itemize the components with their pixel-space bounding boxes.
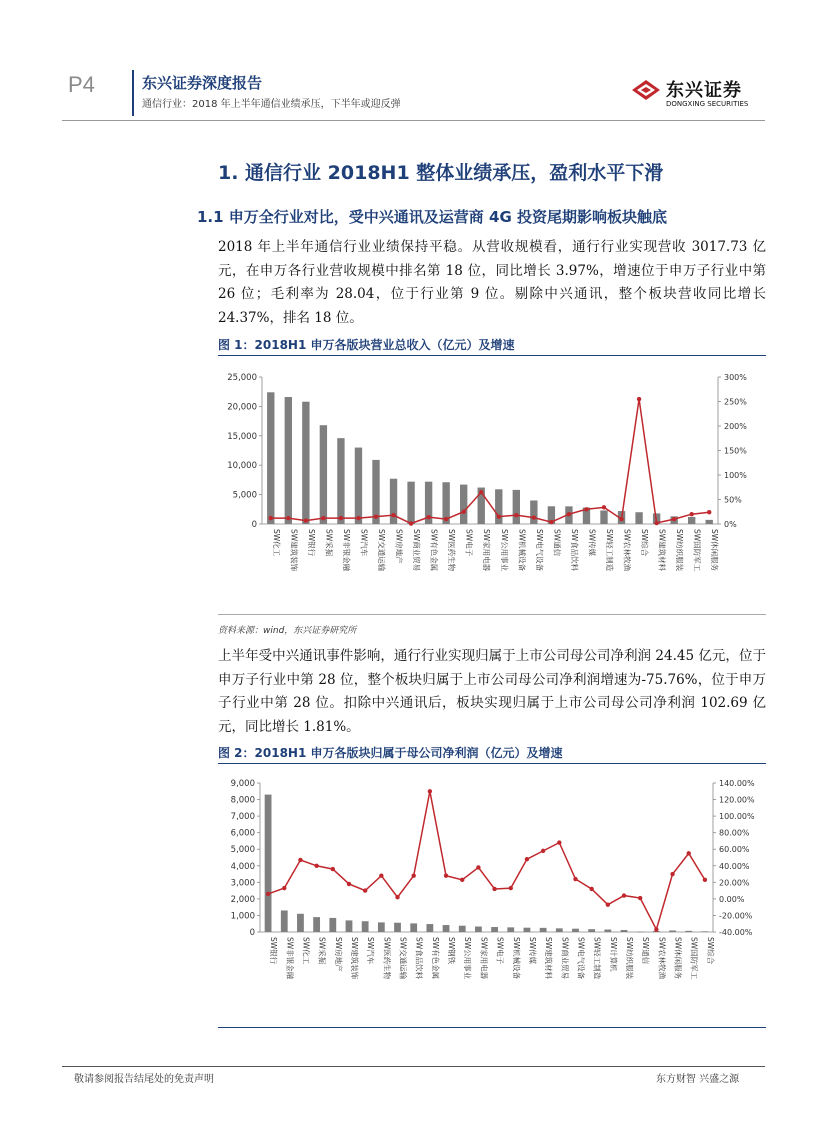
bar [706,520,713,524]
growth-point [314,864,318,868]
growth-point [557,840,561,844]
category-label: SW汽车 [359,529,369,557]
growth-point [638,896,642,900]
profit-chart [218,768,766,1023]
bar [337,438,344,524]
category-label: SW传媒 [587,529,597,557]
left-tick-label: 15,000 [227,431,257,442]
left-tick-label: 5,000 [232,490,257,501]
growth-point [409,521,413,525]
category-label: SW通信 [552,529,562,557]
growth-point [269,516,273,520]
category-label: SW电气设备 [576,937,586,980]
bar [685,931,692,932]
category-label: SW房地产 [333,937,343,972]
growth-point [476,865,480,869]
growth-point [479,490,483,494]
bar [362,921,369,932]
category-label: SW交通运输 [398,937,408,980]
footer-rule [62,1066,765,1067]
logo-mark-icon [628,72,664,112]
left-tick-label: 6,000 [230,828,255,839]
growth-point [304,518,308,522]
category-label: SW化工 [301,937,311,965]
left-tick-label: 0 [249,928,255,938]
growth-point [509,886,513,890]
left-tick-label: 7,000 [230,812,255,823]
growth-point [606,902,610,906]
growth-point [567,512,571,516]
category-label: SW公用事业 [499,529,509,572]
category-label: SW国防军工 [692,529,702,572]
category-label: SW传媒 [527,937,537,965]
growth-point [549,520,553,524]
category-label: SW公用事业 [463,937,473,980]
bar [394,923,401,932]
category-label: SW机械设备 [511,937,521,980]
bar [513,490,520,524]
left-tick-label: 25,000 [227,373,257,383]
bar [302,402,309,524]
bar [410,923,417,932]
category-label: SW商业贸易 [560,937,570,980]
category-label: SW钢铁 [447,937,457,965]
bar [443,925,450,932]
bar [460,485,467,524]
bar [507,927,514,932]
figure-1-bottom-rule [218,614,766,615]
left-tick-label: 10,000 [227,461,257,472]
left-tick-label: 9,000 [230,779,255,789]
category-label: SW非银金融 [341,529,351,572]
category-label: SW有色金属 [429,529,439,572]
page-number: P4 [68,72,95,97]
growth-point [363,888,367,892]
growth-point [356,516,360,520]
bar [329,918,336,932]
growth-point [444,874,448,878]
bar [459,926,466,932]
figure-2-top-rule [218,763,766,764]
category-label: SW电子 [464,529,474,557]
growth-point [589,887,593,891]
right-tick-label: 250% [724,397,747,407]
growth-point [282,886,286,890]
right-tick-label: 0% [724,520,737,529]
growth-point [573,877,577,881]
growth-point [654,521,658,525]
growth-line [268,791,705,929]
category-label: SW建筑材料 [544,937,554,980]
right-tick-label: 80.00% [719,828,750,838]
bar [281,910,288,932]
left-tick-label: 3,000 [230,878,255,889]
growth-point [426,515,430,519]
bar [346,920,353,932]
category-label: SW建筑材料 [657,529,667,572]
growth-point [670,872,674,876]
bar [491,927,498,932]
growth-point [428,789,432,793]
left-tick-label: 1,000 [230,911,255,922]
category-label: SW轻工制造 [605,529,614,572]
right-tick-label: 40.00% [719,861,750,871]
report-title: 东兴证券深度报告 [142,74,263,92]
category-label: SW农林牧渔 [622,529,632,572]
bar [285,397,292,524]
bar [588,929,595,932]
growth-point [541,849,545,853]
figure-1-source: 资料来源：wind，东兴证券研究所 [218,626,357,636]
growth-point [525,857,529,861]
figure-1-top-rule [218,355,766,356]
bar [475,927,482,932]
growth-point [619,517,623,521]
bar [669,931,676,932]
growth-point [584,507,588,511]
growth-point [492,887,496,891]
left-tick-label: 5,000 [230,845,255,856]
category-label: SW休闲服务 [673,937,683,980]
category-label: SW国防军工 [689,937,699,980]
category-label: SW非银金融 [285,937,295,980]
right-tick-label: 100.00% [719,812,755,822]
revenue-chart [218,360,766,610]
left-tick-label: 8,000 [230,795,255,806]
dongxing-logo [628,72,768,120]
growth-point [347,882,351,886]
right-tick-label: 60.00% [719,845,750,855]
category-label: SW交通运输 [377,529,386,572]
bar [407,482,414,524]
growth-point [637,397,641,401]
growth-point [707,510,711,514]
category-label: SW家用电器 [479,937,489,980]
left-tick-label: 4,000 [230,861,255,872]
right-tick-label: 200% [724,422,747,431]
bar [604,930,611,932]
bar [355,448,362,524]
bar [540,928,547,932]
category-label: SW纺织服装 [625,937,635,980]
right-tick-label: 140.00% [719,779,755,788]
bar [378,922,385,932]
bar [702,931,709,932]
growth-point [460,878,464,882]
bar [372,460,379,524]
footer-disclaimer: 敬请参阅报告结尾处的免责声明 [74,1074,214,1085]
bar [637,932,644,933]
growth-point [266,892,270,896]
right-tick-label: 50% [724,495,742,505]
growth-point [286,516,290,520]
bar [267,392,274,524]
category-label: SW房地产 [394,529,404,564]
bar [524,928,531,932]
growth-point [654,927,658,931]
category-label: SW汽车 [366,937,376,965]
growth-line [271,399,709,523]
header-rule [62,120,765,121]
category-label: SW医药生物 [382,937,392,980]
growth-point [298,858,302,862]
growth-point [703,878,707,882]
category-label: SW食品饮料 [414,937,424,980]
growth-point [444,517,448,521]
figure-1-title: 图 1：2018H1 申万各版块营业总收入（亿元）及增速 [218,338,515,352]
bar [556,928,563,932]
growth-point [514,513,518,517]
bar [320,425,327,524]
paragraph-revenue: 2018 年上半年通信行业业绩保持平稳。从营收规模看，通行行业实现营收 3017.73 亿元，在申万各行业营收规模中排名第 18 位，同比增长 3.97%，增速位于申万子行业中第 26 位；毛利率为 28.04，位于行业第 9 位。剔除中兴通讯，整个板块营收同比增长 24.37%，排名 18 位。 [218,239,766,326]
bar [530,500,537,524]
category-label: SW建筑装饰 [289,529,299,572]
growth-point [461,510,465,514]
growth-point [411,874,415,878]
paragraph-profit: 上半年受中兴通讯事件影响，通行行业实现归属于上市公司母公司净利润 24.45 亿元，位于申万子行业中第 28 位，整个板块归属于上市公司母公司净利润增速为-75.76%，位于申万子行业中第 28 位。扣除中兴通讯后，板块实现归属于上市公司母公司净利润 102.69 亿元，同比增长 1.81%。 [218,648,766,735]
bar [426,924,433,932]
bar [572,929,579,932]
bar [688,517,695,524]
report-subtitle: 通信行业：2018 年上半年通信业绩承压，下半年或迎反弹 [142,99,401,110]
growth-point [395,895,399,899]
category-label: SW银行 [306,529,316,557]
growth-point [602,505,606,509]
category-label: SW医药生物 [447,529,457,572]
logo-text-cn: 东兴证券 [666,80,742,101]
growth-point [321,516,325,520]
figure-2-title: 图 2：2018H1 申万各版块归属于母公司净利润（亿元）及增速 [218,746,563,760]
bar [635,512,642,524]
right-tick-label: -20.00% [719,911,753,921]
growth-point [339,516,343,520]
figure-2-bottom-rule [218,1027,766,1028]
right-tick-label: 150% [724,446,747,456]
category-label: SW商业贸易 [412,529,422,572]
category-label: SW电气设备 [534,529,544,572]
growth-point [622,893,626,897]
growth-point [532,515,536,519]
footer-slogan: 东方财智 兴盛之源 [656,1074,740,1085]
category-label: SW轻工制造 [592,937,602,980]
section-heading: 1. 通信行业 2018H1 整体业绩承压，盈利水平下滑 [218,162,664,184]
bar [265,795,272,932]
category-label: SW有色金属 [430,937,440,980]
growth-point [379,874,383,878]
category-label: SW食品饮料 [569,529,579,572]
category-label: SW通信 [641,937,651,965]
right-tick-label: 300% [724,373,747,382]
category-label: SW采掘 [324,529,334,557]
growth-point [391,513,395,517]
category-label: SW综合 [705,937,715,965]
growth-point [672,517,676,521]
bar [313,917,320,932]
right-tick-label: 120.00% [719,795,755,805]
category-label: SW银行 [269,937,279,965]
growth-point [331,867,335,871]
category-label: SW机械设备 [517,529,527,572]
right-tick-label: 100% [724,471,747,480]
category-label: SW休闲服务 [710,529,720,572]
category-label: SW计算机 [608,937,618,972]
category-label: SW建筑装饰 [349,937,359,980]
subsection-heading: 1.1 申万全行业对比，受中兴通讯及运营商 4G 投资尾期影响板块触底 [197,208,667,226]
category-label: SW电子 [495,937,505,965]
right-tick-label: -40.00% [719,928,753,937]
right-tick-label: 20.00% [719,878,750,888]
growth-point [497,514,501,518]
category-label: SW综合 [640,529,650,557]
logo-text-en: DONGXING SECURITIES [666,100,749,108]
category-label: SW化工 [271,529,281,557]
growth-point [687,851,691,855]
category-label: SW采掘 [317,937,327,965]
header-divider [132,70,134,116]
growth-point [689,512,693,516]
left-tick-label: 0 [251,520,257,530]
bar [600,510,607,524]
category-label: SW家用电器 [482,529,492,572]
category-label: SW纺织服装 [675,529,685,572]
left-tick-label: 2,000 [230,894,255,905]
bar [297,914,304,932]
right-tick-label: 0.00% [719,894,745,904]
growth-point [374,514,378,518]
left-tick-label: 20,000 [227,402,257,413]
category-label: SW农林牧渔 [657,937,667,980]
bar [621,930,628,932]
